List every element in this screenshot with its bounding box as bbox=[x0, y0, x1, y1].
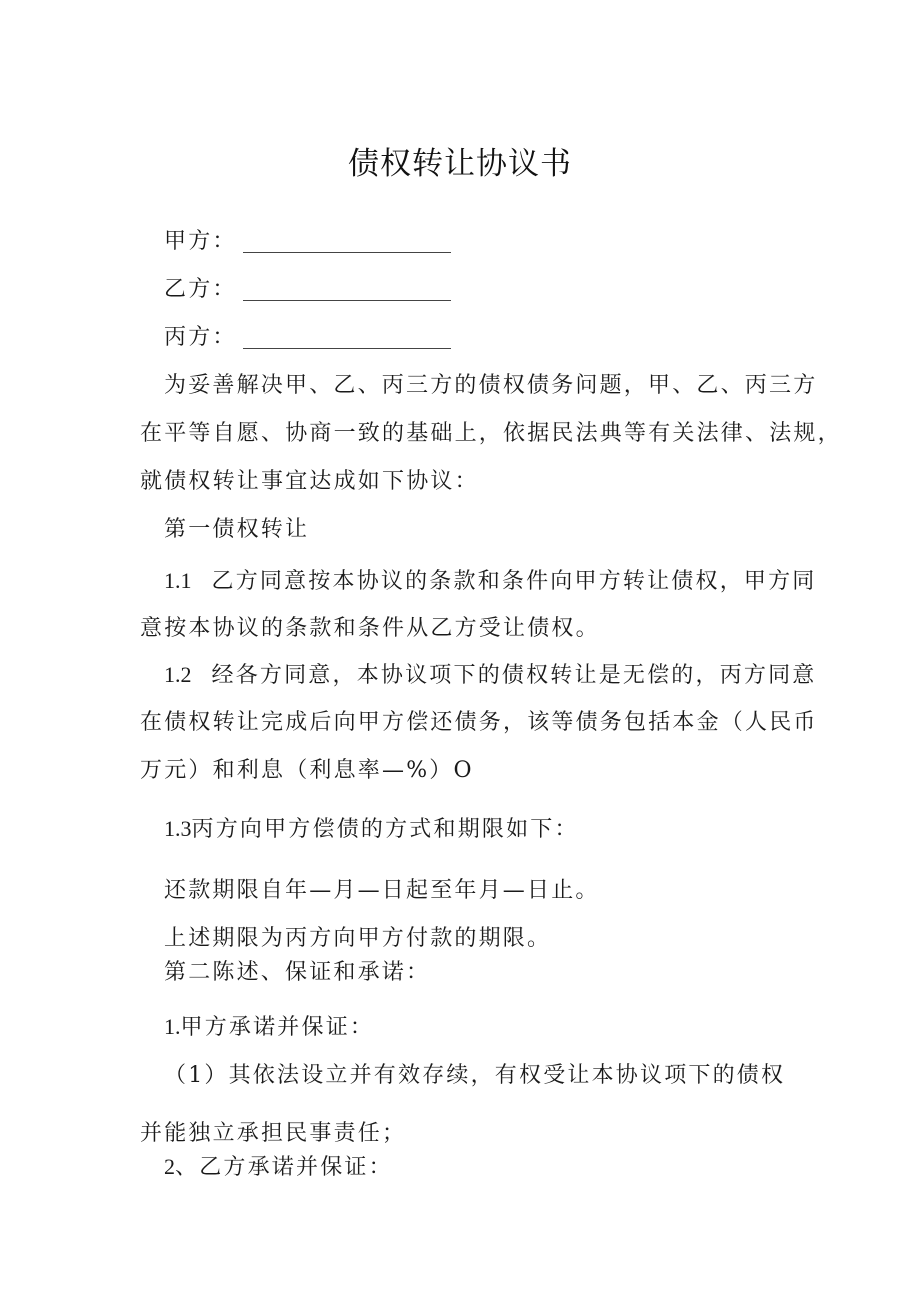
clause-1-2-line-2: 在债权转让完成后向甲方偿还债务，该等债务包括本金（人民币 bbox=[140, 710, 818, 735]
period-note: 上述期限为丙方向甲方付款的期限。 bbox=[164, 926, 552, 951]
article-2-heading: 第二陈述、保证和承诺： bbox=[164, 960, 431, 985]
intro-line-3: 就债权转让事宜达成如下协议： bbox=[140, 469, 479, 494]
clause-1-1-line-1 bbox=[164, 566, 817, 597]
party-a-promise-text: 甲方承诺并保证： bbox=[180, 1015, 375, 1040]
party-b-blank bbox=[243, 299, 451, 301]
clause-1-2-line-1 bbox=[164, 660, 817, 691]
item-1-number: （1） bbox=[164, 1063, 229, 1088]
document-title: 债权转让协议书 bbox=[348, 146, 572, 182]
party-a-blank bbox=[243, 251, 451, 253]
party-b-promise-text: 、乙方承诺并保证： bbox=[175, 1155, 393, 1180]
party-b-promise-number: 2 bbox=[164, 1154, 175, 1179]
clause-1-3-text: 丙方向甲方偿债的方式和期限如下： bbox=[191, 817, 579, 842]
party-b-promise bbox=[164, 1152, 393, 1183]
clause-1-3-number: 1.3 bbox=[164, 816, 192, 841]
clause-1-3 bbox=[164, 814, 579, 845]
item-1-line-1 bbox=[164, 1061, 785, 1091]
repayment-period: 还款期限自年—月—日起至年月—日止。 bbox=[164, 878, 600, 903]
party-a-label: 甲方： bbox=[164, 229, 237, 254]
clause-1-2-number: 1.2 bbox=[164, 662, 192, 687]
clause-1-1-text: 乙方同意按本协议的条款和条件向甲方转让债权，甲方同 bbox=[211, 569, 817, 594]
party-b-row bbox=[164, 275, 451, 305]
intro-line-2: 在平等自愿、协商一致的基础上，依据民法典等有关法律、法规， bbox=[140, 421, 842, 446]
party-a-row bbox=[164, 227, 451, 257]
clause-1-1-line-2: 意按本协议的条款和条件从乙方受让债权。 bbox=[140, 616, 600, 641]
clause-1-2-text: 经各方同意，本协议项下的债权转让是无偿的，丙方同意 bbox=[211, 663, 817, 688]
clause-1-1-number: 1.1 bbox=[164, 568, 192, 593]
clause-1-2-line-3: 万元）和利息（利息率—%）O bbox=[140, 758, 474, 783]
party-a-promise bbox=[164, 1012, 374, 1043]
item-1-line-2: 并能独立承担民事责任； bbox=[140, 1121, 407, 1146]
party-a-promise-number: 1. bbox=[164, 1014, 181, 1039]
party-c-blank bbox=[243, 347, 451, 349]
party-c-label: 丙方： bbox=[164, 325, 237, 350]
party-b-label: 乙方： bbox=[164, 277, 237, 302]
party-c-row bbox=[164, 323, 451, 353]
item-1-text: 其依法设立并有效存续，有权受让本协议项下的债权 bbox=[228, 1063, 786, 1088]
intro-line-1: 为妥善解决甲、乙、丙三方的债权债务问题，甲、乙、丙三方 bbox=[164, 373, 818, 398]
article-1-heading: 第一债权转让 bbox=[164, 517, 310, 542]
